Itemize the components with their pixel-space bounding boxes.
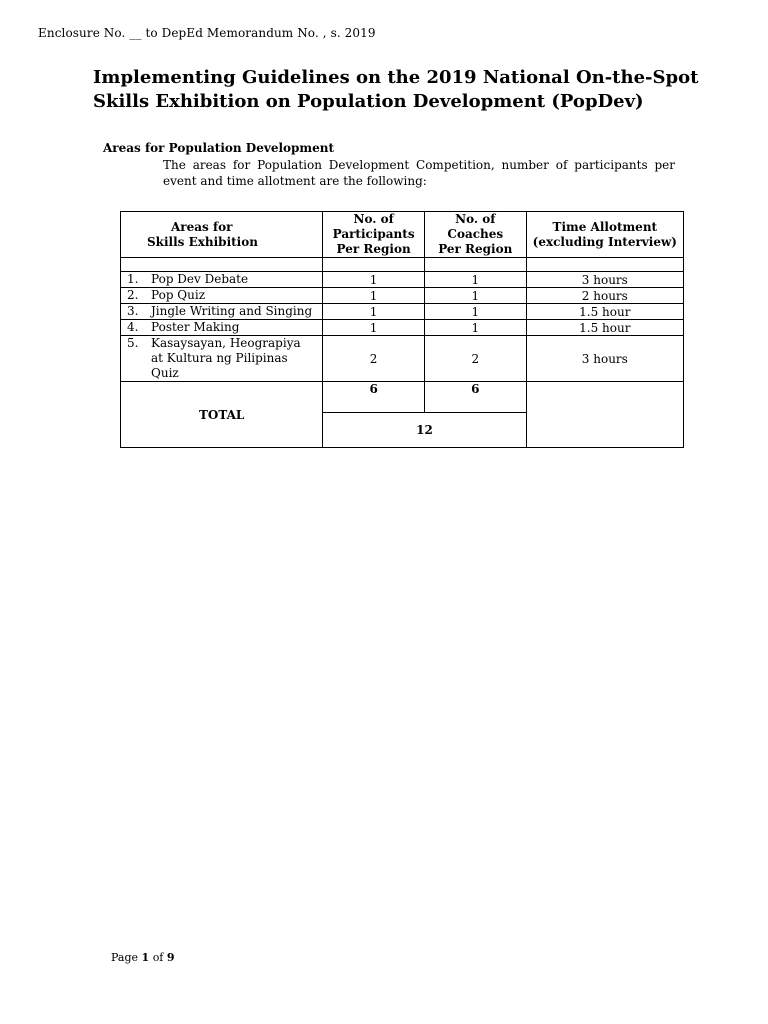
time-cell: 1.5 hour	[526, 320, 683, 336]
total-participants: 6	[323, 382, 425, 413]
area-cell	[121, 304, 323, 320]
header-coaches-line-1: No. of	[455, 212, 496, 226]
spacer-cell	[424, 258, 526, 272]
header-coaches	[424, 212, 526, 258]
section-body: The areas for Population Development Competition, number of participants per event and time allotment are the following:	[163, 158, 675, 188]
time-cell: 2 hours	[526, 288, 683, 304]
header-participants	[323, 212, 425, 258]
area-label-line-1: Kasaysayan, Heograpiya	[151, 336, 301, 350]
participants-cell: 1	[323, 272, 425, 288]
participants-cell: 2	[323, 336, 425, 382]
spacer-cell	[121, 258, 323, 272]
area-index: 5.	[127, 336, 139, 350]
participants-cell: 1	[323, 288, 425, 304]
total-label: TOTAL	[121, 382, 323, 448]
header-participants-line-2: Participants	[332, 227, 415, 241]
table-header-row	[121, 212, 684, 258]
page-current: 1	[141, 951, 150, 964]
page-of: of	[152, 951, 164, 964]
header-time-allotment	[526, 212, 683, 258]
enclosure-header: Enclosure No. __ to DepEd Memorandum No. , s. 2019	[38, 26, 376, 40]
section-heading: Areas for Population Development	[103, 141, 335, 155]
area-index: 3.	[127, 304, 139, 318]
area-cell	[121, 272, 323, 288]
time-cell: 1.5 hour	[526, 304, 683, 320]
header-time-line-1: Time Allotment	[552, 219, 658, 234]
spacer-cell	[526, 258, 683, 272]
area-index: 4.	[127, 320, 139, 334]
header-areas	[121, 212, 323, 258]
spacer-cell	[323, 258, 425, 272]
coaches-cell: 1	[424, 272, 526, 288]
area-index: 2.	[127, 288, 139, 302]
area-label	[151, 336, 318, 381]
header-participants-line-3: Per Region	[336, 242, 411, 256]
coaches-cell: 2	[424, 336, 526, 382]
area-cell	[121, 288, 323, 304]
table-row	[121, 320, 684, 336]
table-spacer-row	[121, 258, 684, 272]
total-row	[121, 382, 684, 413]
participants-cell: 1	[323, 304, 425, 320]
table-row	[121, 336, 684, 382]
page-prefix: Page	[111, 951, 139, 964]
table-row	[121, 288, 684, 304]
header-coaches-line-2: Coaches	[447, 227, 504, 241]
title-line-2: Skills Exhibition on Population Development (PopDev)	[93, 91, 644, 112]
page-footer	[111, 951, 175, 964]
area-index: 1.	[127, 272, 139, 286]
area-label-line-3: Quiz	[151, 366, 179, 380]
coaches-cell: 1	[424, 304, 526, 320]
area-cell	[121, 320, 323, 336]
area-label: Pop Dev Debate	[151, 272, 249, 286]
table-row	[121, 272, 684, 288]
area-cell	[121, 336, 323, 382]
time-cell: 3 hours	[526, 336, 683, 382]
time-cell: 3 hours	[526, 272, 683, 288]
participants-cell: 1	[323, 320, 425, 336]
total-time-cell	[526, 382, 683, 448]
grand-total: 12	[323, 413, 526, 448]
area-label: Jingle Writing and Singing	[151, 304, 313, 318]
page-total: 9	[166, 951, 175, 964]
area-label: Poster Making	[151, 320, 240, 334]
header-participants-line-1: No. of	[353, 212, 394, 226]
document-title	[93, 66, 713, 114]
areas-table	[120, 211, 684, 448]
total-coaches: 6	[424, 382, 526, 413]
header-time-line-2: (excluding Interview)	[532, 234, 677, 249]
area-label-line-2: at Kultura ng Pilipinas	[151, 351, 288, 365]
coaches-cell: 1	[424, 288, 526, 304]
coaches-cell: 1	[424, 320, 526, 336]
header-areas-line-1: Areas for	[171, 219, 233, 234]
title-line-1: Implementing Guidelines on the 2019 National On-the-Spot	[93, 67, 699, 88]
header-coaches-line-3: Per Region	[438, 242, 513, 256]
table-row	[121, 304, 684, 320]
area-label: Pop Quiz	[151, 288, 206, 302]
header-areas-line-2: Skills Exhibition	[147, 234, 258, 249]
